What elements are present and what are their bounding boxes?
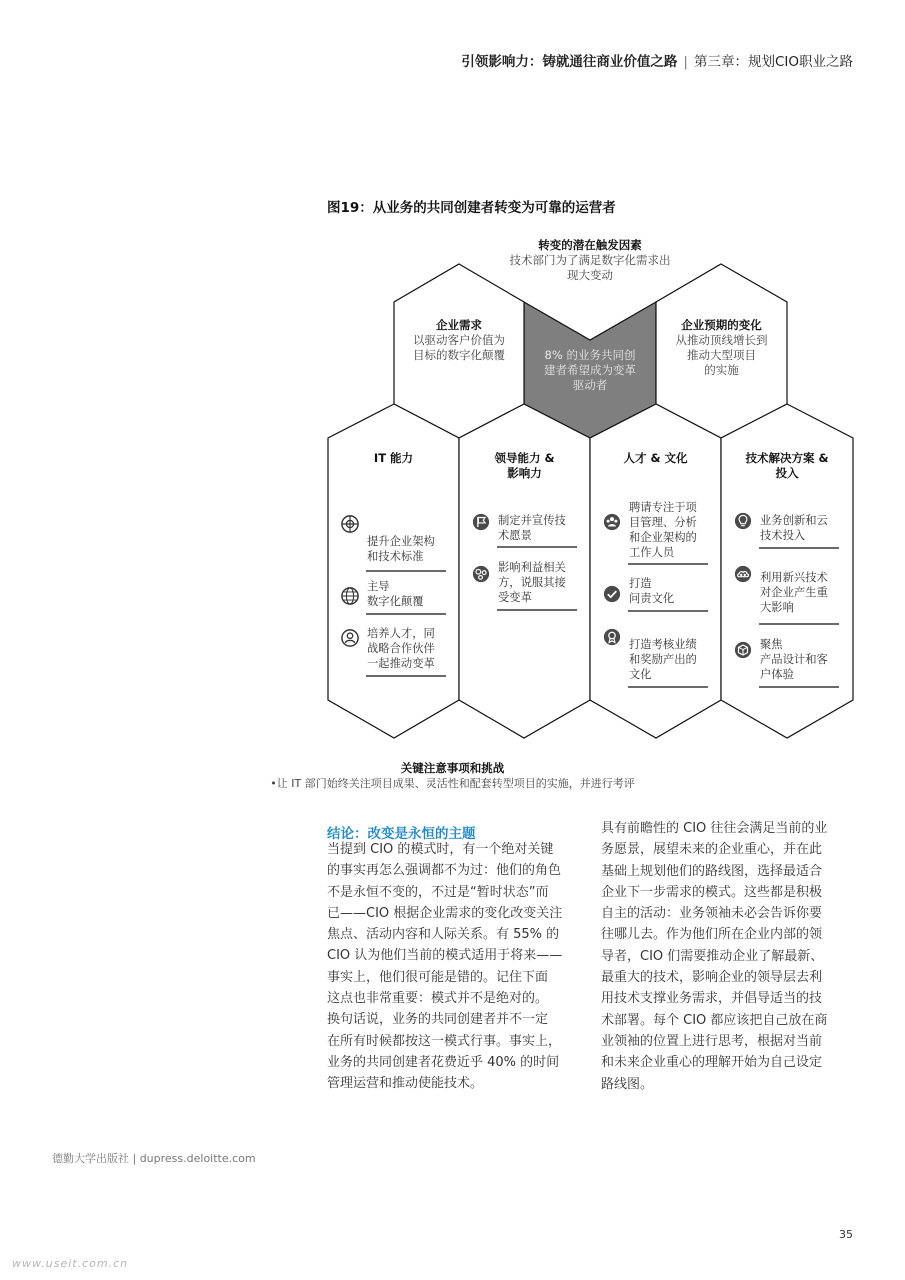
- section-heading: 结论：改变是永恒的主题: [327, 826, 476, 842]
- body-line: 企业下一步需求的模式。这些都是积极: [601, 884, 823, 900]
- list-item: [760, 570, 828, 615]
- list-item: [760, 637, 828, 682]
- column-heading-line: IT 能力: [373, 451, 414, 465]
- column-heading: [328, 451, 459, 466]
- item-line: 提升企业架构: [367, 535, 435, 548]
- header-separator: |: [683, 54, 688, 70]
- award-icon: [603, 628, 621, 646]
- expected-change-text: [656, 318, 787, 378]
- item-line: 战略合作伙伴: [367, 642, 435, 655]
- item-line: 和企业架构的: [629, 531, 697, 544]
- publisher-footer: 德勤大学出版社 | dupress.deloitte.com: [52, 1152, 256, 1165]
- body-line: 导者，CIO 们需要推动企业了解最新、: [601, 948, 824, 964]
- item-line: 影响利益相关: [498, 561, 566, 574]
- list-item: [498, 513, 566, 543]
- item-line: 聘请专注于项: [629, 501, 697, 514]
- cloud-icon: [734, 565, 752, 583]
- body-line: 的事实再怎么强调都不为过：他们的角色: [327, 863, 562, 879]
- item-line: 数字化颠覆: [367, 595, 424, 608]
- item-line: 工作人员: [629, 546, 675, 559]
- item-line: 培养人才，同: [367, 627, 435, 640]
- column-heading-line: 人才 & 文化: [623, 451, 688, 465]
- body-line: 用技术支撑业务需求，并倡导适当的技: [601, 991, 823, 1007]
- body-line: 自主的活动：业务领袖未必会告诉你要: [601, 906, 823, 922]
- list-item: [367, 579, 424, 609]
- body-column-left: [327, 839, 562, 1095]
- center-hex-line: 建者希望成为变革: [544, 363, 636, 377]
- item-line: 对企业产生重: [760, 586, 828, 599]
- body-line: 业务的共同创建者花费近乎 40% 的时间: [327, 1054, 560, 1070]
- lightbulb-icon: [734, 512, 752, 530]
- body-line: 在所有时候都按这一模式行事。事实上，: [327, 1033, 562, 1049]
- body-line: 已——CIO 根据企业需求的变化改变关注: [327, 905, 563, 921]
- cube-icon: [734, 641, 752, 659]
- body-line: 换句话说，业务的共同创建者并不一定: [327, 1012, 549, 1028]
- body-line: 路线图。: [601, 1076, 654, 1092]
- page-number: 35: [839, 1228, 853, 1241]
- enterprise-needs-text: [394, 318, 524, 363]
- body-line: 往哪儿去。作为他们所在企业内部的领: [601, 927, 823, 943]
- center-hex-line: 8% 的业务共同创: [544, 348, 636, 362]
- network-icon: [472, 565, 490, 583]
- header-title: 引领影响力：铸就通往商业价值之路: [461, 54, 678, 70]
- center-hex-line: 驱动者: [572, 378, 608, 392]
- globe-icon: [341, 587, 359, 605]
- body-line: 这点也非常重要：模式并不是绝对的。: [327, 991, 549, 1007]
- enterprise-needs-line: 目标的数字化颠覆: [413, 348, 505, 362]
- body-line: 具有前瞻性的 CIO 往往会满足当前的业: [601, 821, 828, 836]
- considerations-text: •让 IT 部门始终关注项目成果、灵活性和配套转型项目的实施，并进行考评: [270, 777, 635, 790]
- body-line: 焦点、活动内容和人际关系。有 55% 的: [327, 927, 560, 943]
- item-line: 技术投入: [760, 529, 806, 542]
- item-line: 业务创新和云: [760, 514, 828, 527]
- item-line: 打造考核业绩: [629, 638, 697, 651]
- item-line: 方，说服其接: [498, 576, 566, 589]
- trigger-line: 技术部门为了满足数字化需求出: [509, 253, 671, 267]
- expected-change-line: 的实施: [704, 363, 739, 377]
- watermark: www.useit.com.cn: [12, 1257, 129, 1270]
- item-line: 术愿景: [498, 529, 532, 542]
- item-line: 问责文化: [629, 592, 675, 605]
- expected-change-line: 从推动顶线增长到: [675, 333, 768, 347]
- expected-change-heading: 企业预期的变化: [681, 318, 762, 332]
- list-item: [367, 534, 435, 564]
- column-heading: [459, 451, 590, 481]
- item-line: 制定并宣传技: [498, 514, 566, 527]
- center-hex-text: [528, 348, 652, 393]
- trigger-heading: 转变的潜在触发因素: [538, 238, 642, 252]
- item-line: 受变革: [498, 591, 532, 604]
- header-chapter: 第三章：规划CIO职业之路: [693, 54, 853, 70]
- body-line: 业领袖的位置上进行思考，根据对当前: [601, 1033, 823, 1049]
- enterprise-needs-line: 以驱动客户价值为: [413, 333, 505, 347]
- body-line: 基础上规划他们的路线图，选择最适合: [601, 863, 823, 879]
- expected-change-line: 推动大型项目: [687, 348, 756, 362]
- body-line: 最重大的技术，影响企业的领导层去利: [601, 970, 823, 986]
- body-line: 和未来企业重心的理解开始为自己设定: [601, 1055, 823, 1071]
- item-line: 聚焦: [760, 638, 783, 651]
- body-line: CIO 认为他们当前的模式适用于将来——: [327, 948, 563, 964]
- list-item: [367, 626, 435, 671]
- list-item: [629, 500, 697, 560]
- body-line: 管理运营和推动使能技术。: [327, 1076, 484, 1092]
- person-icon: [341, 629, 359, 647]
- body-line: 当提到 CIO 的模式时，有一个绝对关键: [327, 842, 554, 857]
- body-column-right: [601, 818, 827, 1095]
- trigger-line: 现大变动: [567, 268, 613, 282]
- column-heading: [721, 451, 853, 481]
- flag-icon: [472, 513, 490, 531]
- crosshair-icon: [341, 515, 359, 533]
- column-heading-line: 影响力: [507, 466, 542, 480]
- check-icon: [603, 585, 621, 603]
- column-heading-line: 技术解决方案 &: [745, 451, 829, 465]
- item-line: 文化: [629, 668, 652, 681]
- item-line: 和技术标准: [367, 550, 424, 563]
- list-item: [629, 576, 674, 606]
- item-line: 产品设计和客: [760, 653, 828, 666]
- item-line: 一起推动变革: [367, 657, 435, 670]
- column-heading: [590, 451, 721, 466]
- body-line: 务愿景，展望未来的企业重心，并在此: [601, 842, 823, 858]
- item-line: 打造: [629, 577, 652, 590]
- list-item: [760, 513, 828, 543]
- column-heading-line: 投入: [775, 466, 799, 480]
- item-line: 利用新兴技术: [760, 571, 828, 584]
- body-line: 事实上，他们很可能是错的。记住下面: [327, 969, 549, 985]
- body-line: 术部署。每个 CIO 都应该把自己放在商: [601, 1012, 828, 1028]
- team-icon: [603, 513, 621, 531]
- column-heading-line: 领导能力 &: [494, 451, 555, 465]
- list-item: [629, 637, 697, 682]
- item-line: 户体验: [760, 668, 794, 681]
- body-line: 不是永恒不变的，不过是“暂时状态”而: [327, 884, 549, 900]
- item-line: 主导: [367, 580, 390, 593]
- list-item: [498, 560, 566, 605]
- item-line: 大影响: [760, 601, 794, 614]
- enterprise-needs-heading: 企业需求: [436, 318, 482, 332]
- considerations-heading: 关键注意事项和挑战: [400, 761, 505, 775]
- item-line: 目管理、分析: [629, 516, 697, 529]
- item-line: 和奖励产出的: [629, 653, 697, 666]
- trigger-block: [480, 238, 700, 283]
- figure-title: 图19：从业务的共同创建者转变为可靠的运营者: [327, 200, 616, 216]
